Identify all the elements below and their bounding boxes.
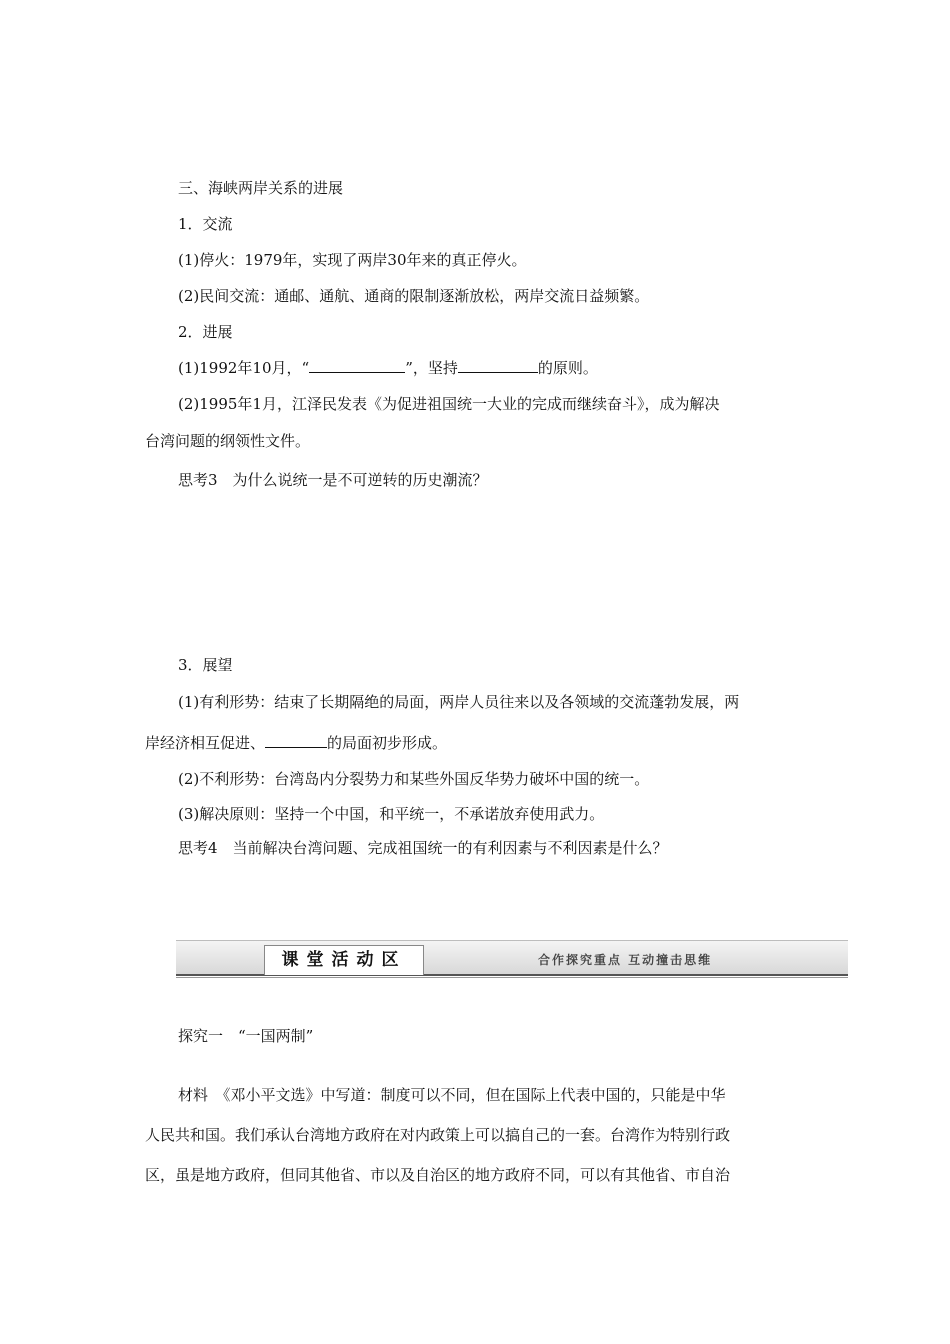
banner-rule-thin — [176, 977, 848, 978]
fill-blank-3[interactable] — [265, 733, 327, 748]
inquiry-1-title: 探究一 “一国两制” — [178, 1027, 314, 1045]
exchange-item-2: (2)民间交流：通邮、通航、通商的限制逐渐放松，两岸交流日益频繁。 — [178, 287, 650, 305]
classroom-activity-banner — [176, 940, 848, 980]
outlook-item-1-line-2-part-b: 的局面初步形成。 — [327, 734, 448, 752]
banner-title: 课堂活动区 — [264, 945, 424, 975]
think-3-question: 思考3 为什么说统一是不可逆转的历史潮流？ — [178, 471, 488, 489]
fill-blank-2[interactable] — [458, 358, 538, 373]
progress-item-2-line-2: 台湾问题的纲领性文件。 — [145, 432, 311, 450]
fill-blank-1[interactable] — [309, 358, 405, 373]
progress-item-1-part-b: ”，坚持 — [405, 359, 458, 377]
banner-slogan: 合作探究重点 互动撞击思维 — [538, 953, 713, 967]
outlook-item-1-line-1: (1)有利形势：结束了长期隔绝的局面，两岸人员往来以及各领域的交流蓬勃发展，两 — [178, 693, 740, 711]
outlook-heading: 3．展望 — [178, 656, 233, 674]
material-line-2: 人民共和国。我们承认台湾地方政府在对内政策上可以搞自己的一套。台湾作为特别行政 — [145, 1126, 731, 1144]
exchange-heading: 1．交流 — [178, 215, 233, 233]
progress-item-1 — [178, 358, 598, 378]
outlook-item-1-line-2-part-a: 岸经济相互促进、 — [145, 734, 266, 752]
progress-item-1-part-a: (1)1992年10月，“ — [178, 359, 310, 377]
outlook-item-3: (3)解决原则：坚持一个中国，和平统一，不承诺放弃使用武力。 — [178, 805, 605, 823]
material-line-3: 区，虽是地方政府，但同其他省、市以及自治区的地方政府不同，可以有其他省、市自治 — [145, 1166, 731, 1184]
section-title: 三、海峡两岸关系的进展 — [178, 179, 344, 197]
progress-item-1-part-c: 的原则。 — [537, 359, 598, 377]
progress-heading: 2．进展 — [178, 323, 233, 341]
material-line-1: 材料 《邓小平文选》中写道：制度可以不同，但在国际上代表中国的，只能是中华 — [178, 1086, 726, 1104]
exchange-item-1: (1)停火：1979年，实现了两岸30年来的真正停火。 — [178, 251, 527, 269]
outlook-item-2: (2)不利形势：台湾岛内分裂势力和某些外国反华势力破坏中国的统一。 — [178, 770, 650, 788]
outlook-item-1-line-2 — [145, 733, 447, 753]
think-4-question: 思考4 当前解决台湾问题、完成祖国统一的有利因素与不利因素是什么？ — [178, 839, 668, 857]
progress-item-2-line-1: (2)1995年1月，江泽民发表《为促进祖国统一大业的完成而继续奋斗》，成为解决 — [178, 395, 720, 413]
